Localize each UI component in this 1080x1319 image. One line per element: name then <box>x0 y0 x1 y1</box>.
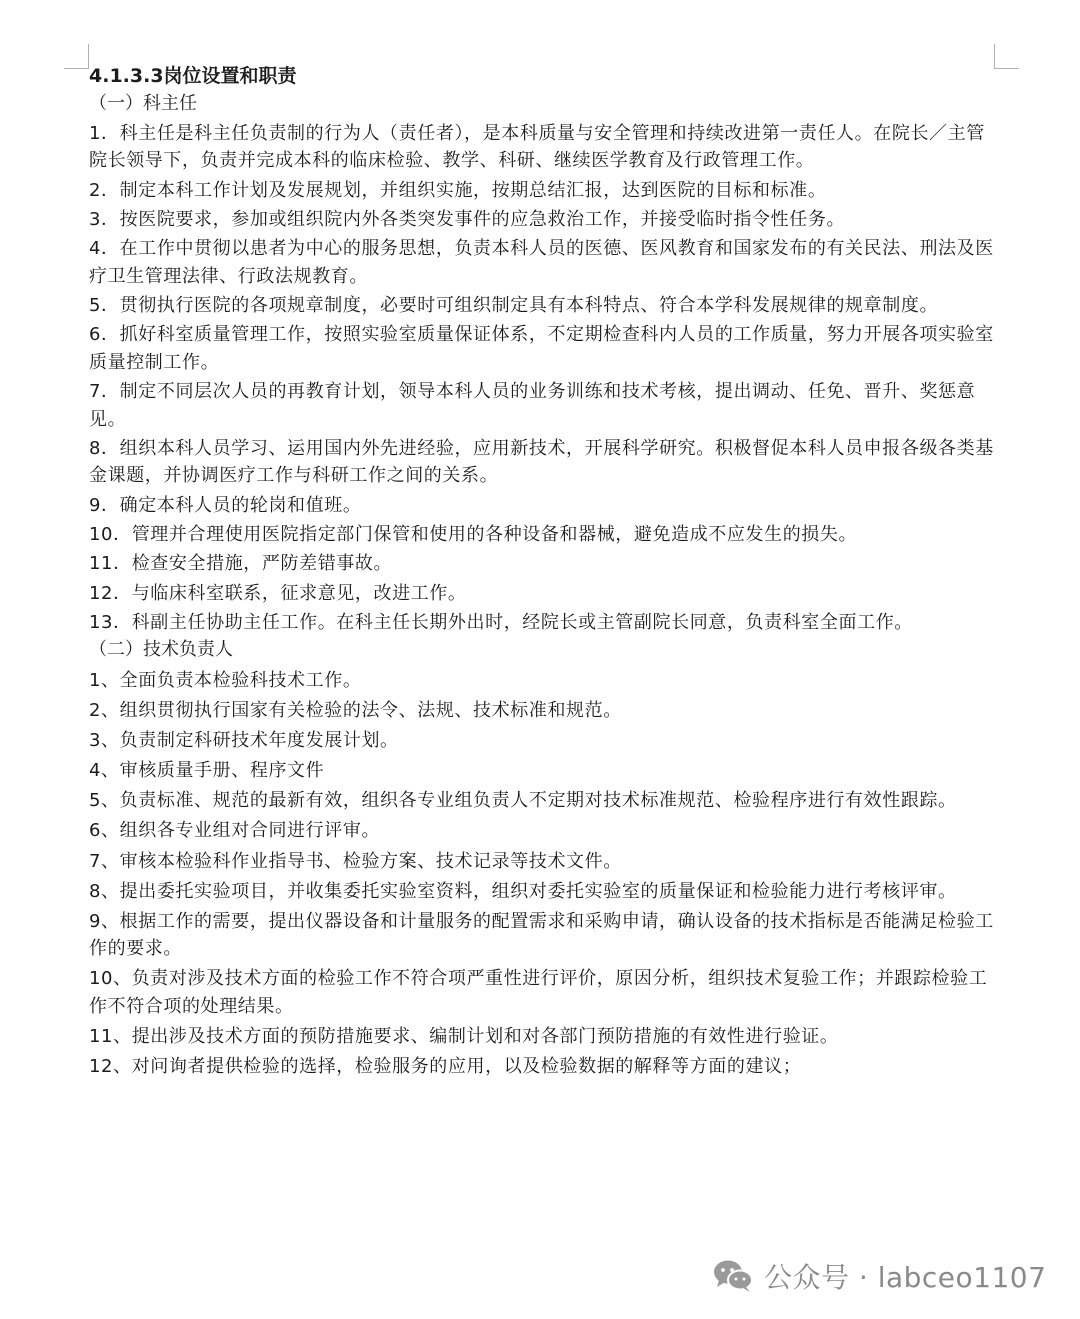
list-item: 1、全面负责本检验科技术工作。 <box>89 669 362 691</box>
list-item: 8、提出委托实验项目，并收集委托实验室资料，组织对委托实验室的质量保证和检验能力进行考核评审。 <box>89 880 957 902</box>
list-item: 6、组织各专业组对合同进行评审。 <box>89 820 381 842</box>
list-item: 13．科副主任协助主任工作。在科主任长期外出时，经院长或主管副院长同意，负责科室全面工作。 <box>89 611 913 633</box>
wechat-icon <box>712 1258 754 1294</box>
wechat-watermark <box>712 1254 1046 1298</box>
document-page <box>89 62 1001 1080</box>
list-item: 5、负责标准、规范的最新有效，组织各专业组负责人不定期对技术标准规范、检验程序进行有效性跟踪。 <box>89 790 957 812</box>
list-item: 9、根据工作的需要，提出仪器设备和计量服务的配置需求和采购申请，确认设备的技术指标是否能满足检验工作的要求。 <box>89 910 994 960</box>
list-item: 2、组织贯彻执行国家有关检验的法令、法规、技术标准和规范。 <box>89 700 622 722</box>
section-heading: 4.1.3.3岗位设置和职责 <box>89 65 297 87</box>
list-item: 3、负责制定科研技术年度发展计划。 <box>89 730 399 752</box>
list-item: 8．组织本科人员学习、运用国内外先进经验，应用新技术，开展科学研究。积极督促本科人员申报各级各类基金课题，并协调医疗工作与科研工作之间的关系。 <box>89 437 994 487</box>
list-item: 7．制定不同层次人员的再教育计划，领导本科人员的业务训练和技术考核，提出调动、任免、晋升、奖惩意见。 <box>89 381 976 430</box>
list-item: 4．在工作中贯彻以患者为中心的服务思想，负责本科人员的医德、医风教育和国家发布的有关民法、刑法及医疗卫生管理法律、行政法规教育。 <box>89 238 994 287</box>
list-item: 2．制定本科工作计划及发展规划，并组织实施，按期总结汇报，达到医院的目标和标准。 <box>89 179 827 201</box>
list-item: 11．检查安全措施，严防差错事故。 <box>89 553 393 575</box>
list-item: 11、提出涉及技术方面的预防措施要求、编制计划和对各部门预防措施的有效性进行验证。 <box>89 1025 839 1047</box>
list-item: 9．确定本科人员的轮岗和值班。 <box>89 494 362 516</box>
list-item: 4、审核质量手册、程序文件 <box>89 760 325 782</box>
list-item: 10、负责对涉及技术方面的检验工作不符合项严重性进行评价，原因分析，组织技术复验工作；并跟踪检验工作不符合项的处理结果。 <box>89 968 988 1017</box>
director-duties-list <box>89 120 1001 637</box>
list-item: 12、对问询者提供检验的选择，检验服务的应用，以及检验数据的解释等方面的建议； <box>89 1055 802 1077</box>
list-item: 12．与临床科室联系，征求意见，改进工作。 <box>89 582 467 604</box>
page-corner-mark-top-left <box>64 44 89 69</box>
list-item: 10．管理并合理使用医院指定部门保管和使用的各种设备和器械，避免造成不应发生的损失。 <box>89 523 858 545</box>
list-item: 6．抓好科室质量管理工作，按照实验室质量保证体系，不定期检查科内人员的工作质量，努力开展各项实验室质量控制工作。 <box>89 324 994 373</box>
list-item: 1．科主任是科主任负责制的行为人（责任者），是本科质量与安全管理和持续改进第一责任人。在院长／主管院长领导下，负责并完成本科的临床检验、教学、科研、继续医学教育及行政管理工作。 <box>89 122 985 172</box>
technical-lead-duties-list <box>89 667 1001 1081</box>
watermark-text: 公众号 · labceo1107 <box>764 1261 1047 1294</box>
list-item: 3．按医院要求，参加或组织院内外各类突发事件的应急救治工作，并接受临时指令性任务。 <box>89 208 846 230</box>
subsection-title-director: （一）科主任 <box>89 93 197 114</box>
list-item: 5．贯彻执行医院的各项规章制度，必要时可组织制定具有本科特点、符合本学科发展规律的规章制度。 <box>89 294 939 316</box>
subsection-title-technical-lead: （二）技术负责人 <box>89 639 233 661</box>
list-item: 7、审核本检验科作业指导书、检验方案、技术记录等技术文件。 <box>89 850 622 872</box>
